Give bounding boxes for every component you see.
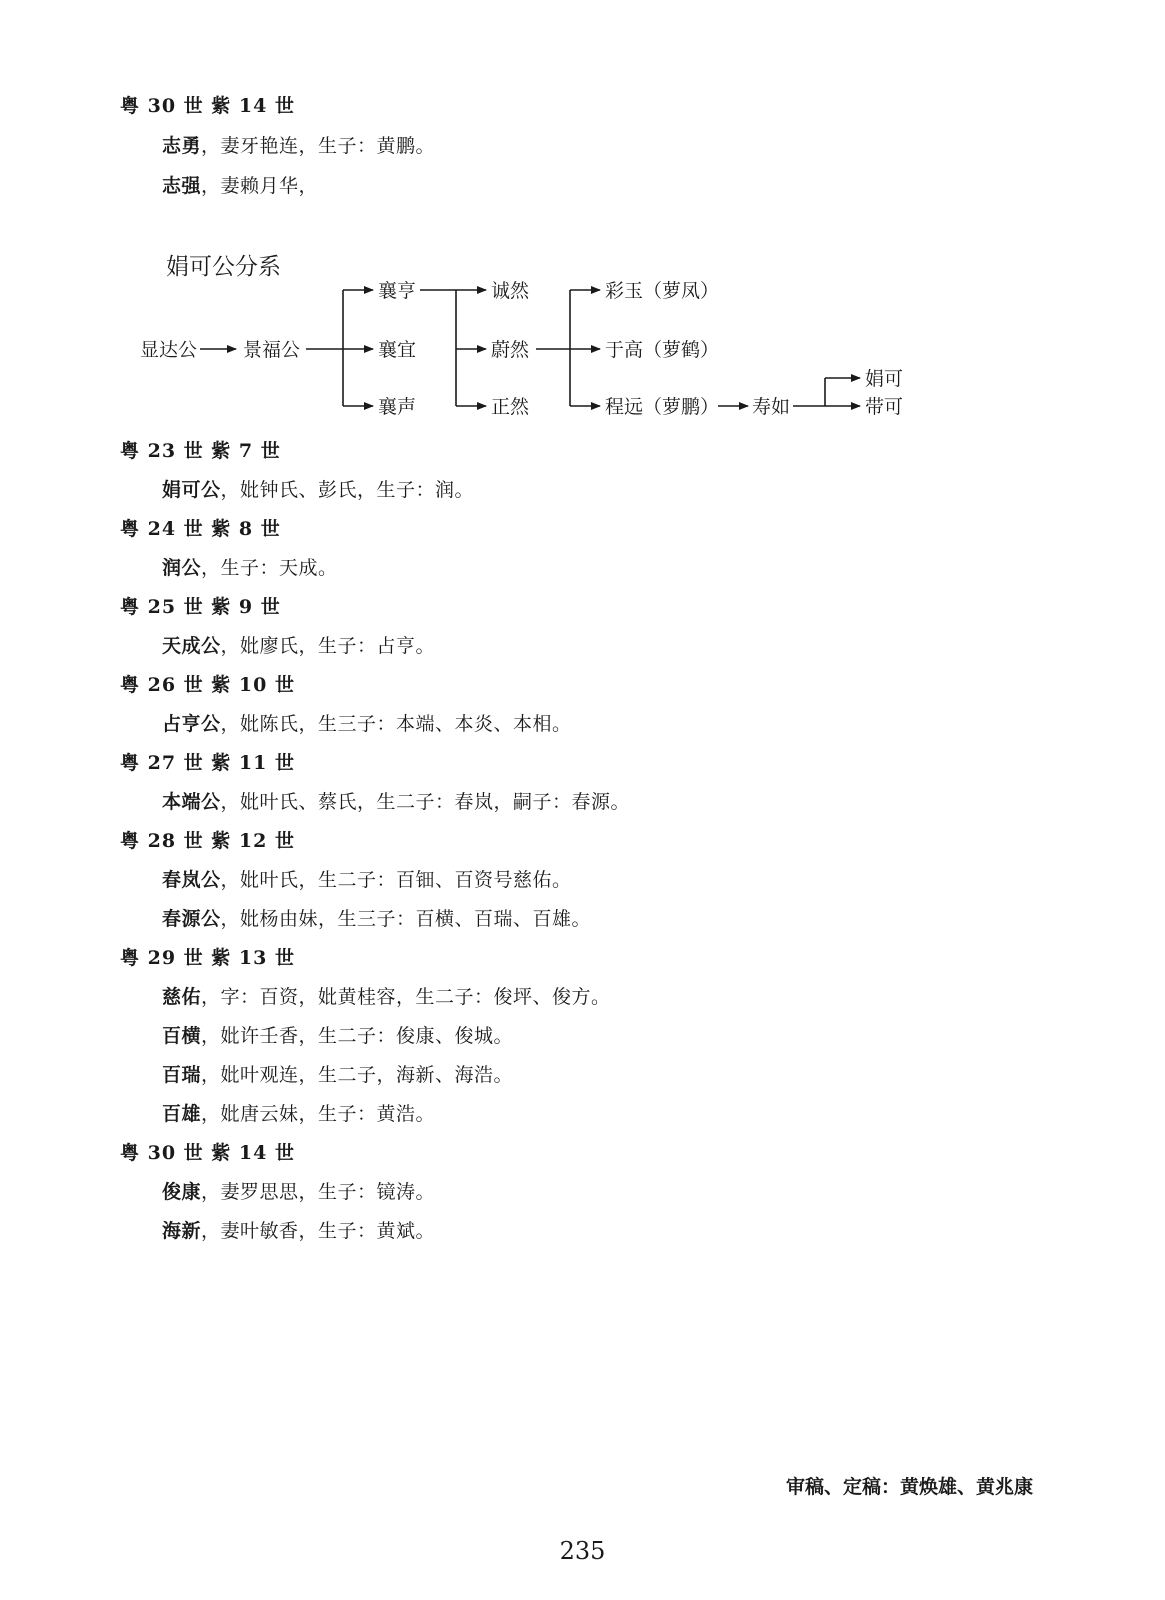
- entry: [162, 982, 611, 1009]
- entry-text: ，字：百资，妣黄桂容，生二子：俊坪、俊方。: [201, 986, 611, 1008]
- tree-node-daike: 带可: [865, 396, 904, 418]
- generation-heading: 粤 25 世 紫 9 世: [120, 596, 281, 618]
- entry-text: ，妣陈氏，生三子：本端、本炎、本相。: [220, 713, 572, 735]
- tree-node-juanke: 娟可: [865, 368, 904, 390]
- entry-name: 娟可公: [162, 479, 221, 501]
- entry-name: 占亨公: [162, 713, 221, 735]
- entry-text: ，妣唐云妹，生子：黄浩。: [201, 1103, 436, 1125]
- entry-text: ，妣叶观连，生二子，海新、海浩。: [201, 1064, 514, 1086]
- entry: [162, 787, 630, 814]
- generation-heading: 粤 24 世 紫 8 世: [120, 518, 281, 540]
- tree-node-xiangyi: 襄宜: [378, 339, 417, 361]
- review-credit: 审稿、定稿：黄焕雄、黄兆康: [785, 1476, 1033, 1498]
- page-number: 235: [559, 1537, 606, 1565]
- tree-node-caiyu: 彩玉（萝凤）: [605, 280, 720, 302]
- entry: [162, 1099, 435, 1126]
- tree-node-chengyuan: 程远（萝鹏）: [605, 396, 720, 418]
- entry-text: ，妻牙艳连，生子：黄鹏。: [201, 135, 436, 157]
- entry-name: 海新: [162, 1220, 202, 1242]
- tree-node-zhengran: 正然: [491, 396, 530, 418]
- generation-heading: 粤 23 世 紫 7 世: [120, 440, 281, 462]
- entry-name: 俊康: [162, 1181, 202, 1203]
- entry-text: ，妻叶敏香，生子：黄斌。: [201, 1220, 436, 1242]
- entry-name: 慈佑: [162, 986, 202, 1008]
- entry: [162, 1021, 513, 1048]
- entry: [162, 709, 572, 736]
- entry-name: 志勇: [162, 135, 202, 157]
- lineage-tree: [0, 0, 1165, 440]
- entry-text: ，妣杨由妹，生三子：百横、百瑞、百雄。: [220, 908, 592, 930]
- entry-name: 志强: [162, 175, 202, 197]
- generation-heading: 粤 30 世 紫 14 世: [120, 1142, 295, 1164]
- entry: [162, 904, 591, 931]
- entry: [162, 1177, 435, 1204]
- generation-heading: 粤 29 世 紫 13 世: [120, 947, 295, 969]
- tree-node-xianda: 显达公: [140, 339, 198, 361]
- entry-name: 春岚公: [162, 869, 221, 891]
- tree-node-chengran: 诚然: [491, 280, 530, 302]
- tree-node-jingfu: 景福公: [243, 339, 301, 361]
- entry: [162, 865, 572, 892]
- entry-text: ，妣钟氏、彭氏，生子：润。: [220, 479, 475, 501]
- entry-text: ，妻罗思思，生子：镜涛。: [201, 1181, 436, 1203]
- entry: [162, 1060, 513, 1087]
- entry: [162, 475, 474, 502]
- entry-text: ，妣许壬香，生二子：俊康、俊城。: [201, 1025, 514, 1047]
- entry-name: 天成公: [162, 635, 221, 657]
- generation-heading: 粤 28 世 紫 12 世: [120, 830, 295, 852]
- tree-node-shouru: 寿如: [752, 396, 791, 418]
- entry: [162, 1216, 435, 1243]
- generation-heading: 粤 30 世 紫 14 世: [120, 95, 295, 117]
- entry-name: 润公: [162, 557, 202, 579]
- entry-text: ，妣叶氏，生二子：百钿、百资号慈佑。: [220, 869, 572, 891]
- entry-name: 本端公: [162, 791, 221, 813]
- tree-node-weiran: 蔚然: [491, 339, 530, 361]
- entry-text: ，生子：天成。: [201, 557, 338, 579]
- entry-name: 百雄: [162, 1103, 202, 1125]
- entry-name: 百横: [162, 1025, 202, 1047]
- entry: [162, 631, 435, 658]
- entry-name: 春源公: [162, 908, 221, 930]
- tree-node-yugao: 于高（萝鹤）: [605, 339, 720, 361]
- entry-name: 百瑞: [162, 1064, 202, 1086]
- entry-text: ，妣廖氏，生子：占亨。: [220, 635, 436, 657]
- entry-text: ，妻赖月华，: [201, 175, 319, 197]
- entry-text: ，妣叶氏、蔡氏，生二子：春岚，嗣子：春源。: [220, 791, 631, 813]
- section-title: 娟可公分系: [166, 254, 281, 280]
- tree-node-xiangsheng: 襄声: [378, 396, 417, 418]
- generation-heading: 粤 26 世 紫 10 世: [120, 674, 295, 696]
- entry: [162, 553, 338, 580]
- generation-heading: 粤 27 世 紫 11 世: [120, 752, 295, 774]
- tree-node-xiangheng: 襄亨: [378, 280, 417, 302]
